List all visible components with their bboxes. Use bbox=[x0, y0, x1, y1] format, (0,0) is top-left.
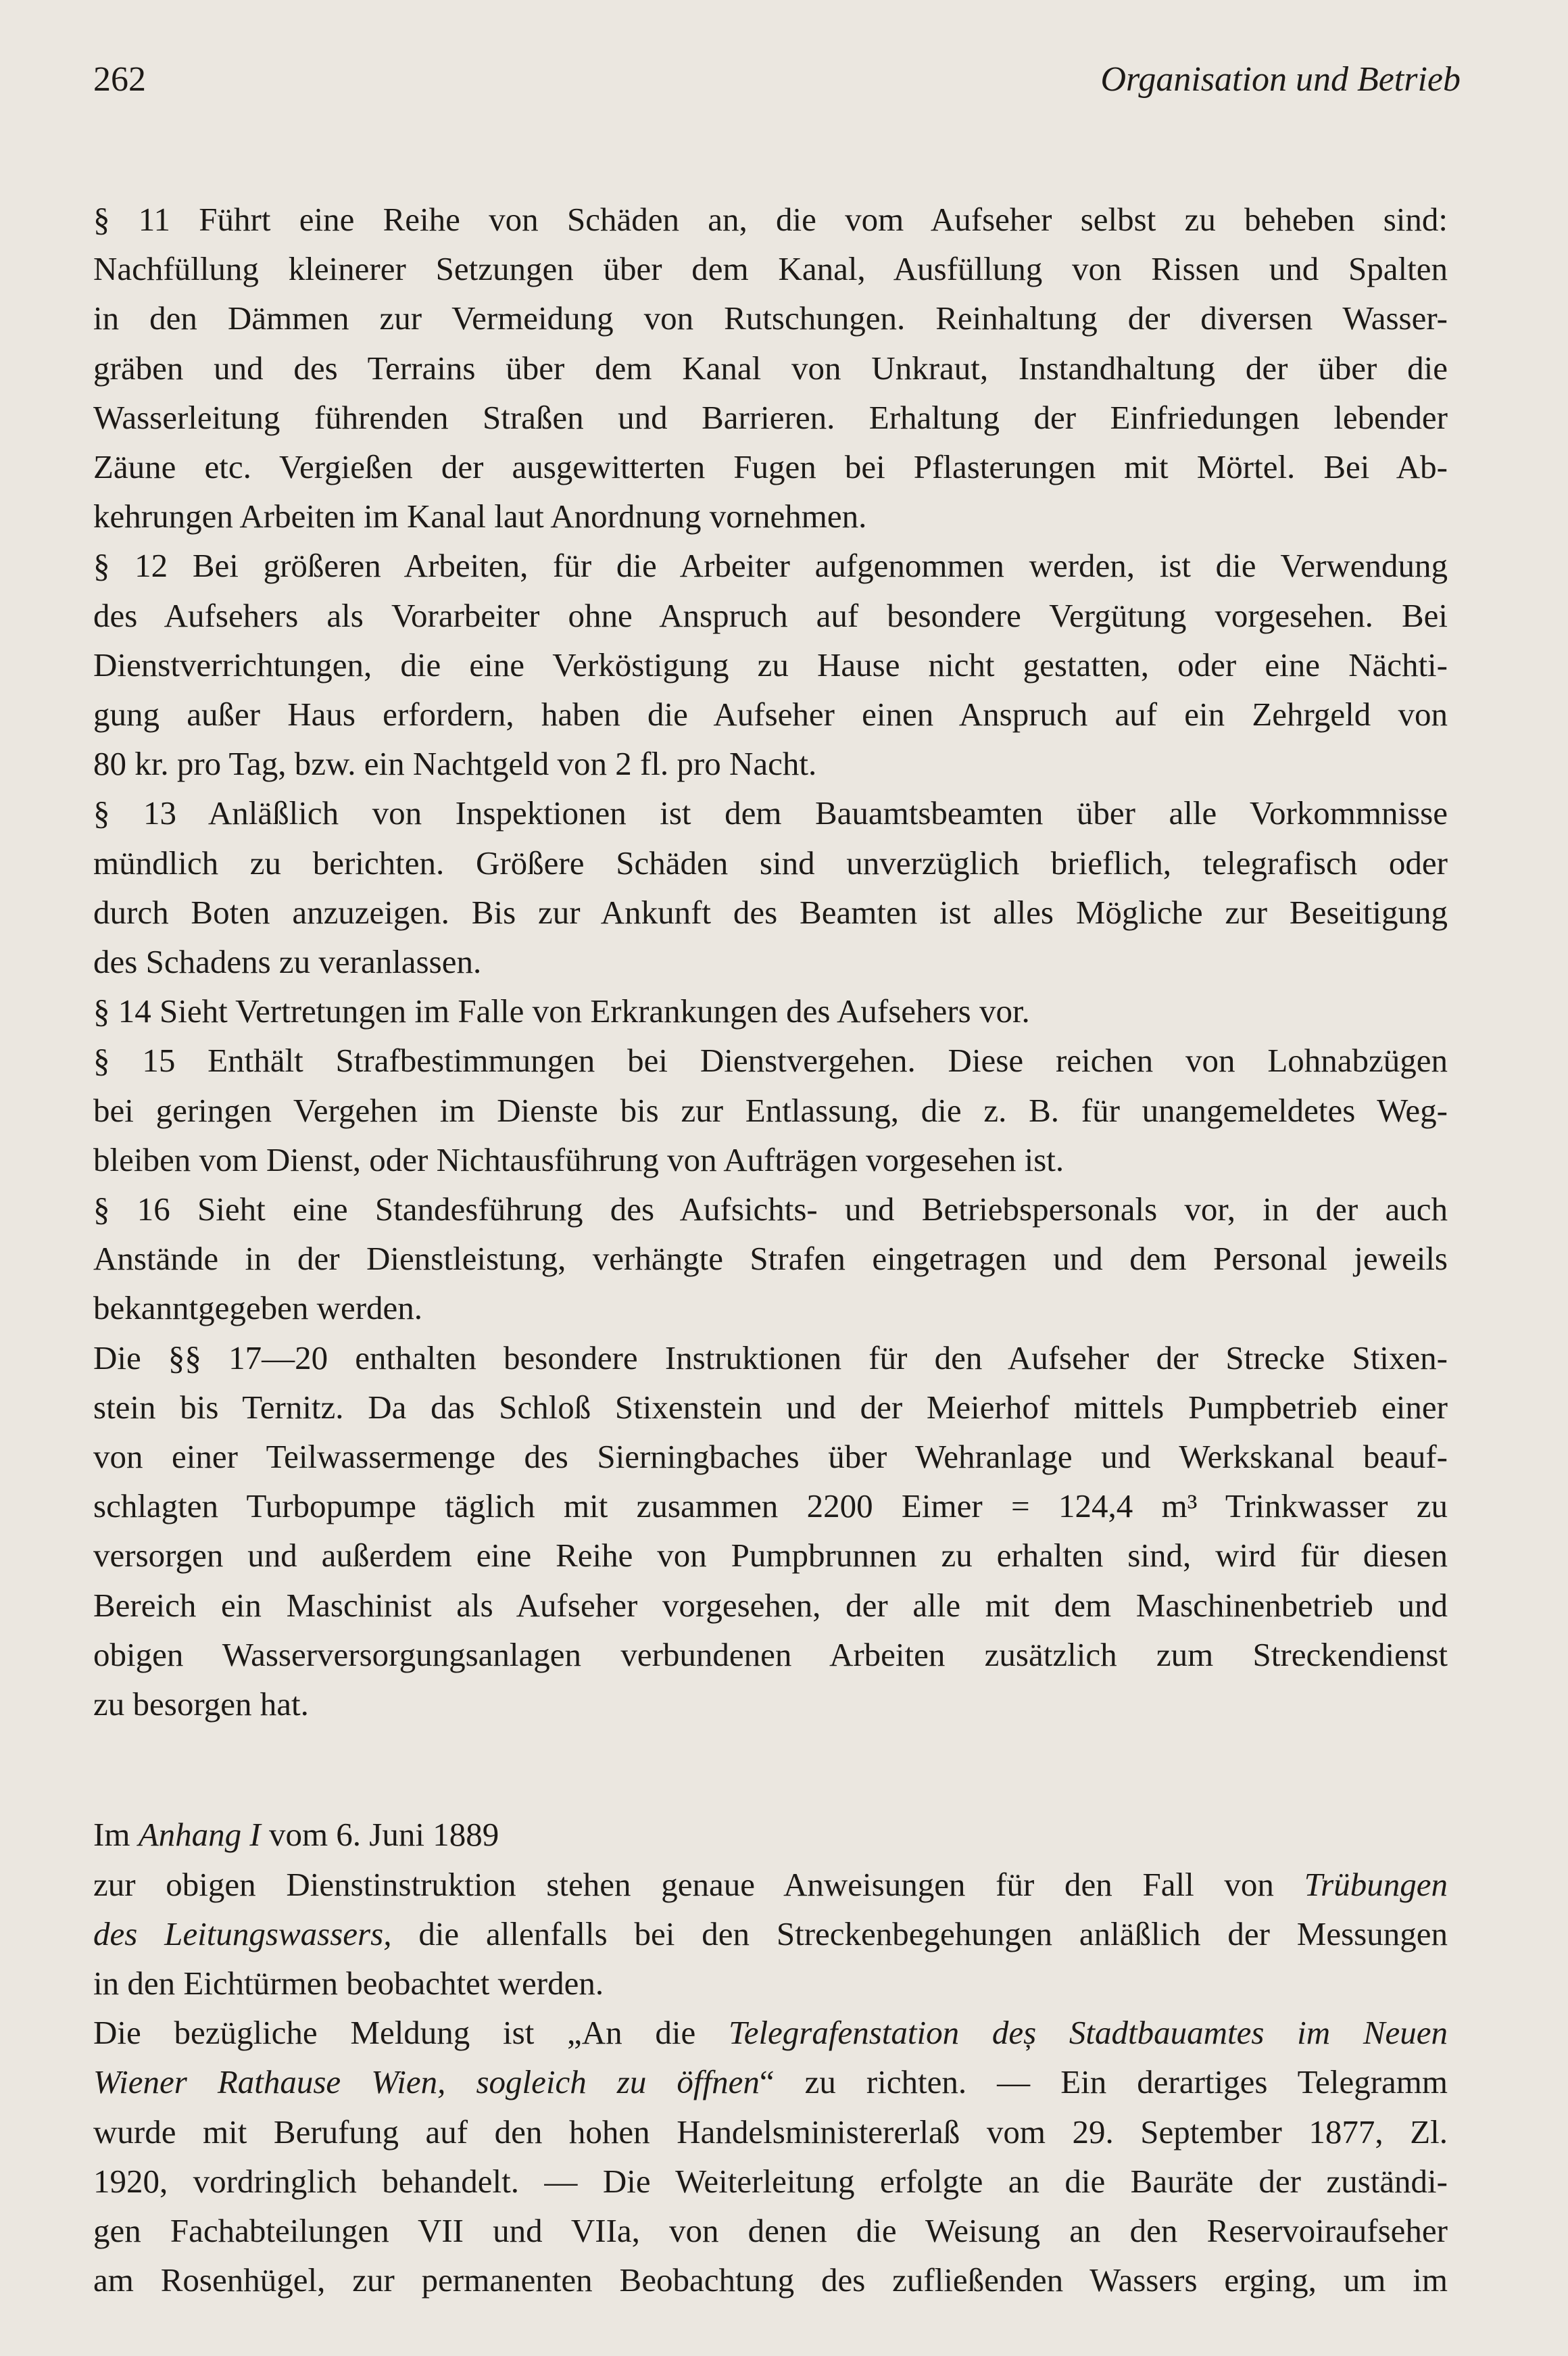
text-line: versorgen und außerdem eine Reihe von Pumpbrunnen zu erhalten sind, wird für diesen bbox=[93, 1537, 1448, 1574]
text-line: Bereich ein Maschinist als Aufseher vorgesehen, der alle mit dem Maschinenbetrieb und bbox=[93, 1586, 1448, 1624]
text-line: § 14 Sieht Vertretungen im Falle von Erkrankungen des Aufsehers vor. bbox=[93, 992, 1030, 1030]
text-line: stein bis Ternitz. Da das Schloß Stixenstein und der Meierhof mittels Pumpbetrieb einer bbox=[93, 1388, 1448, 1426]
text-line: Dienstverrichtungen, die eine Verköstigung zu Hause nicht gestatten, oder eine Nächti- bbox=[93, 646, 1448, 683]
text-line: des Schadens zu veranlassen. bbox=[93, 943, 482, 981]
text-line: § 12 Bei größeren Arbeiten, für die Arbeiter aufgenommen werden, ist die Verwendung bbox=[93, 547, 1448, 585]
text-line bbox=[93, 2008, 1448, 2057]
paragraph-section-14 bbox=[93, 986, 1448, 1036]
paragraph-section-13 bbox=[93, 788, 1448, 986]
text-line: in den Eichtürmen beobachtet werden. bbox=[93, 1964, 604, 2002]
text-line bbox=[93, 1810, 1448, 1859]
paragraph-section-12 bbox=[93, 541, 1448, 788]
text-line: kehrungen Arbeiten im Kanal laut Anordnung vornehmen. bbox=[93, 498, 867, 535]
text-line: durch Boten anzuzeigen. Bis zur Ankunft des Beamten ist alles Mögliche zur Beseitigung bbox=[93, 893, 1448, 931]
text-line: Anstände in der Dienstleistung, verhängte Strafen eingetragen und dem Personal jeweils bbox=[93, 1240, 1448, 1278]
text-line: mündlich zu berichten. Größere Schäden sind unverzüglich brieflich, telegrafisch oder bbox=[93, 844, 1448, 882]
paragraph-gap bbox=[93, 1729, 1448, 1810]
text-line: des Aufsehers als Vorarbeiter ohne Anspruch auf besondere Vergütung vorgesehen. Bei bbox=[93, 596, 1448, 634]
text-run: die allenfalls bei den Streckenbegehungen anläßlich der Messungen bbox=[391, 1915, 1448, 1952]
paragraph-anhang bbox=[93, 1810, 1448, 2008]
text-line: 80 kr. pro Tag, bzw. ein Nachtgeld von 2 fl. pro Nacht. bbox=[93, 745, 817, 783]
text-line: 1920, vordringlich behandelt. — Die Weiterleitung erfolgte an die Bauräte der zuständi- bbox=[93, 2162, 1448, 2200]
italic-run: Trübungen bbox=[1304, 1865, 1448, 1903]
text-line: in den Dämmen zur Vermeidung von Rutschungen. Reinhaltung der diversen Wasser- bbox=[93, 299, 1448, 337]
text-line: § 11 Führt eine Reihe von Schäden an, die vom Aufseher selbst zu beheben sind: bbox=[93, 201, 1448, 238]
text-line: bekanntgegeben werden. bbox=[93, 1289, 423, 1327]
text-line: Zäune etc. Vergießen der ausgewitterten Fugen bei Pflasterungen mit Mörtel. Bei Ab- bbox=[93, 448, 1448, 486]
text-line bbox=[93, 1860, 1448, 1909]
text-line: bei geringen Vergehen im Dienste bis zur Entlassung, die z. B. für unangemeldetes Weg- bbox=[93, 1091, 1448, 1129]
text-line: § 15 Enthält Strafbestimmungen bei Dienstvergehen. Diese reichen von Lohnabzügen bbox=[93, 1042, 1448, 1080]
italic-run: Telegrafenstation deș Stadtbauamtes im Neuen bbox=[728, 2014, 1448, 2052]
page-number: 262 bbox=[93, 60, 146, 99]
text-run: Im bbox=[93, 1816, 139, 1854]
text-run: “ zu richten. — Ein derartiges Telegramm bbox=[759, 2063, 1448, 2101]
running-head bbox=[93, 59, 1461, 114]
text-line: wurde mit Berufung auf den hohen Handelsministererlaß vom 29. September 1877, Zl. bbox=[93, 2113, 1448, 2150]
text-line: schlagten Turbopumpe täglich mit zusammen 2200 Eimer = 124,4 m³ Trinkwasser zu bbox=[93, 1487, 1448, 1525]
text-line: gen Fachabteilungen VII und VIIa, von denen die Weisung an den Reservoiraufseher bbox=[93, 2211, 1448, 2249]
text-line: gung außer Haus erfordern, haben die Aufseher einen Anspruch auf ein Zehrgeld von bbox=[93, 696, 1448, 734]
text-line bbox=[93, 1909, 1448, 1958]
text-line: am Rosenhügel, zur permanenten Beobachtung des zufließenden Wassers erging, um im bbox=[93, 2261, 1448, 2299]
paragraph-section-15 bbox=[93, 1036, 1448, 1184]
text-line: § 16 Sieht eine Standesführung des Aufsichts- und Betriebspersonals vor, in der auch bbox=[93, 1191, 1448, 1228]
text-run: vom 6. Juni 1889 bbox=[260, 1816, 499, 1854]
paragraph-meldung bbox=[93, 2008, 1448, 2305]
text-line: bleiben vom Dienst, oder Nichtausführung von Aufträgen vorgesehen ist. bbox=[93, 1140, 1064, 1178]
text-line: Nachfüllung kleinerer Setzungen über dem Kanal, Ausfüllung von Rissen und Spalten bbox=[93, 250, 1448, 288]
italic-run: Anhang I bbox=[138, 1816, 261, 1854]
text-line: gräben und des Terrains über dem Kanal von Unkraut, Instandhaltung der über die bbox=[93, 349, 1448, 387]
paragraph-section-16 bbox=[93, 1184, 1448, 1333]
text-line: obigen Wasserversorgungsanlagen verbundenen Arbeiten zusätzlich zum Streckendienst bbox=[93, 1635, 1448, 1673]
section-title: Organisation und Betrieb bbox=[1100, 60, 1461, 99]
text-line: von einer Teilwassermenge des Sierningbaches über Wehranlage und Werkskanal beauf- bbox=[93, 1438, 1448, 1476]
italic-run: des Leitungswassers, bbox=[93, 1915, 392, 1952]
text-run: zur obigen Dienstinstruktion stehen genaue Anweisungen für den Fall von bbox=[93, 1865, 1304, 1903]
text-line: zu besorgen hat. bbox=[93, 1685, 309, 1723]
text-line bbox=[93, 2057, 1448, 2107]
italic-run: Wiener Rathause Wien, sogleich zu öffnen bbox=[93, 2063, 760, 2101]
paragraph-sections-17-20 bbox=[93, 1333, 1448, 1729]
text-line: Wasserleitung führenden Straßen und Barrieren. Erhaltung der Einfriedungen lebender bbox=[93, 398, 1448, 436]
text-line: § 13 Anläßlich von Inspektionen ist dem Bauamtsbeamten über alle Vorkommnisse bbox=[93, 794, 1448, 832]
text-line: Die §§ 17—20 enthalten besondere Instruktionen für den Aufseher der Strecke Stixen- bbox=[93, 1339, 1448, 1376]
paragraph-section-11 bbox=[93, 195, 1448, 541]
body-text bbox=[93, 195, 1448, 2305]
text-run: Die bezügliche Meldung ist „An die bbox=[93, 2014, 729, 2052]
